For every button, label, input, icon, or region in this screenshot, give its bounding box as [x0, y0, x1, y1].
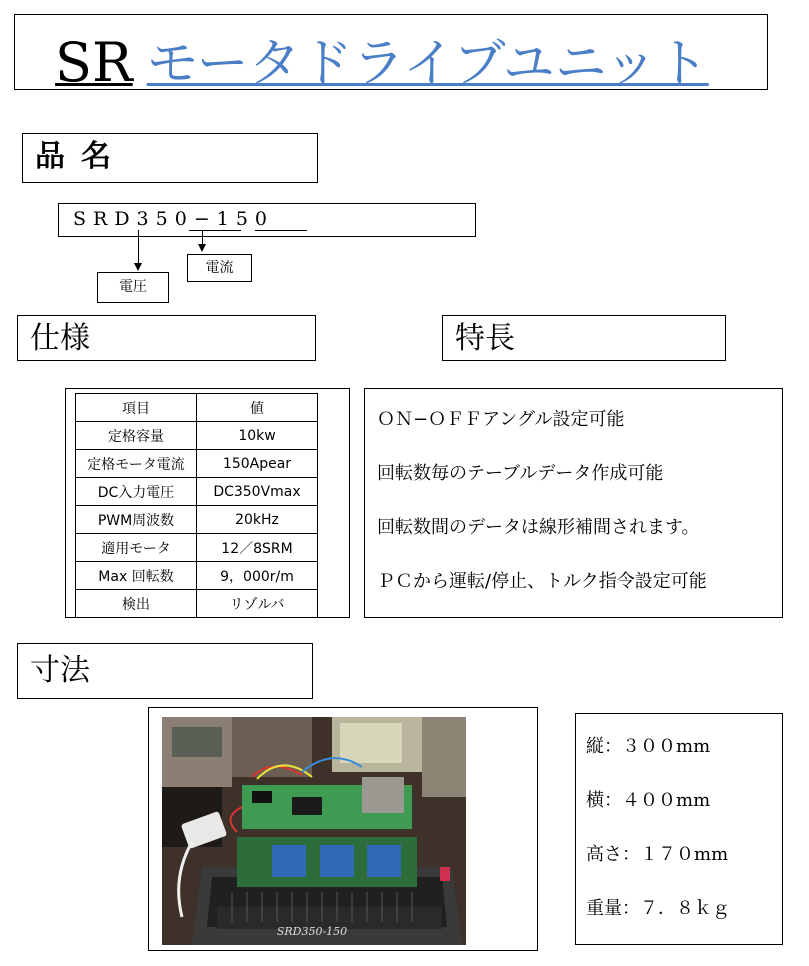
- voltage-arrow-line: [138, 230, 139, 264]
- dimension-height: 高さ：１７０mm: [586, 844, 729, 865]
- photo-engraved-label: SRD350-150: [276, 925, 348, 938]
- spec-value: 12／8SRM: [197, 534, 318, 562]
- spec-section: [17, 315, 316, 361]
- voltage-underline: [189, 230, 241, 231]
- table-row: [76, 478, 318, 506]
- dimensions-heading: 寸法: [30, 653, 90, 688]
- spec-value: 10kw: [197, 422, 318, 450]
- features-heading: 特長: [455, 321, 515, 356]
- spec-table-frame: [65, 388, 350, 618]
- header-item: 項目: [76, 394, 197, 422]
- table-row: [76, 422, 318, 450]
- header-value: 値: [197, 394, 318, 422]
- spec-table: [75, 393, 318, 618]
- title-prefix: SR: [55, 31, 133, 94]
- spec-value: 150Apear: [197, 450, 318, 478]
- feature-item: 回転数毎のテーブルデータ作成可能: [377, 463, 664, 484]
- current-underline: [255, 230, 307, 231]
- table-header-row: [76, 394, 318, 422]
- product-photo-illustration: [162, 717, 466, 945]
- spec-item: 検出: [76, 590, 197, 618]
- spec-item: Max 回転数: [76, 562, 197, 590]
- title-banner: [14, 14, 768, 94]
- table-row: [76, 506, 318, 534]
- current-arrow-head: [198, 244, 206, 252]
- spec-item: 定格容量: [76, 422, 197, 450]
- feature-item: 回転数間のデータは線形補間されます。: [377, 517, 700, 538]
- table-row: [76, 450, 318, 478]
- table-row: [76, 534, 318, 562]
- voltage-label: 電圧: [97, 272, 169, 303]
- model-number: SRD350−150: [73, 208, 275, 230]
- spec-item: 適用モータ: [76, 534, 197, 562]
- dimension-length: 縦：３００mm: [586, 736, 711, 757]
- dimensions-section: [17, 643, 313, 699]
- feature-item: ＯＮ−ＯＦＦアングル設定可能: [377, 409, 625, 430]
- model-number-box: [58, 203, 476, 237]
- spec-heading: 仕様: [30, 321, 90, 356]
- spec-item: DC入力電圧: [76, 478, 197, 506]
- current-label: 電流: [187, 254, 252, 282]
- table-row: [76, 562, 318, 590]
- dimension-weight: 重量：７．８ｋｇ: [586, 898, 730, 919]
- dimensions-box: [575, 713, 783, 945]
- title-text: モータドライブユニット: [146, 34, 709, 94]
- features-section: [442, 315, 726, 361]
- feature-item: ＰＣから運転/停止、トルク指令設定可能: [377, 571, 707, 592]
- spec-value: リゾルバ: [197, 590, 318, 618]
- current-arrow-line: [202, 230, 203, 245]
- voltage-arrow-head: [134, 263, 142, 271]
- features-box: [364, 388, 783, 618]
- spec-item: PWM周波数: [76, 506, 197, 534]
- spec-item: 定格モータ電流: [76, 450, 197, 478]
- product-name-heading: 品名: [35, 139, 127, 174]
- table-row: [76, 590, 318, 618]
- product-name-section: [22, 133, 318, 183]
- spec-value: 20kHz: [197, 506, 318, 534]
- photo-frame: [148, 707, 538, 951]
- dimension-width: 横：４００mm: [586, 790, 711, 811]
- spec-value: DC350Vmax: [197, 478, 318, 506]
- product-photo: [162, 717, 466, 945]
- spec-value: 9，000r/m: [197, 562, 318, 590]
